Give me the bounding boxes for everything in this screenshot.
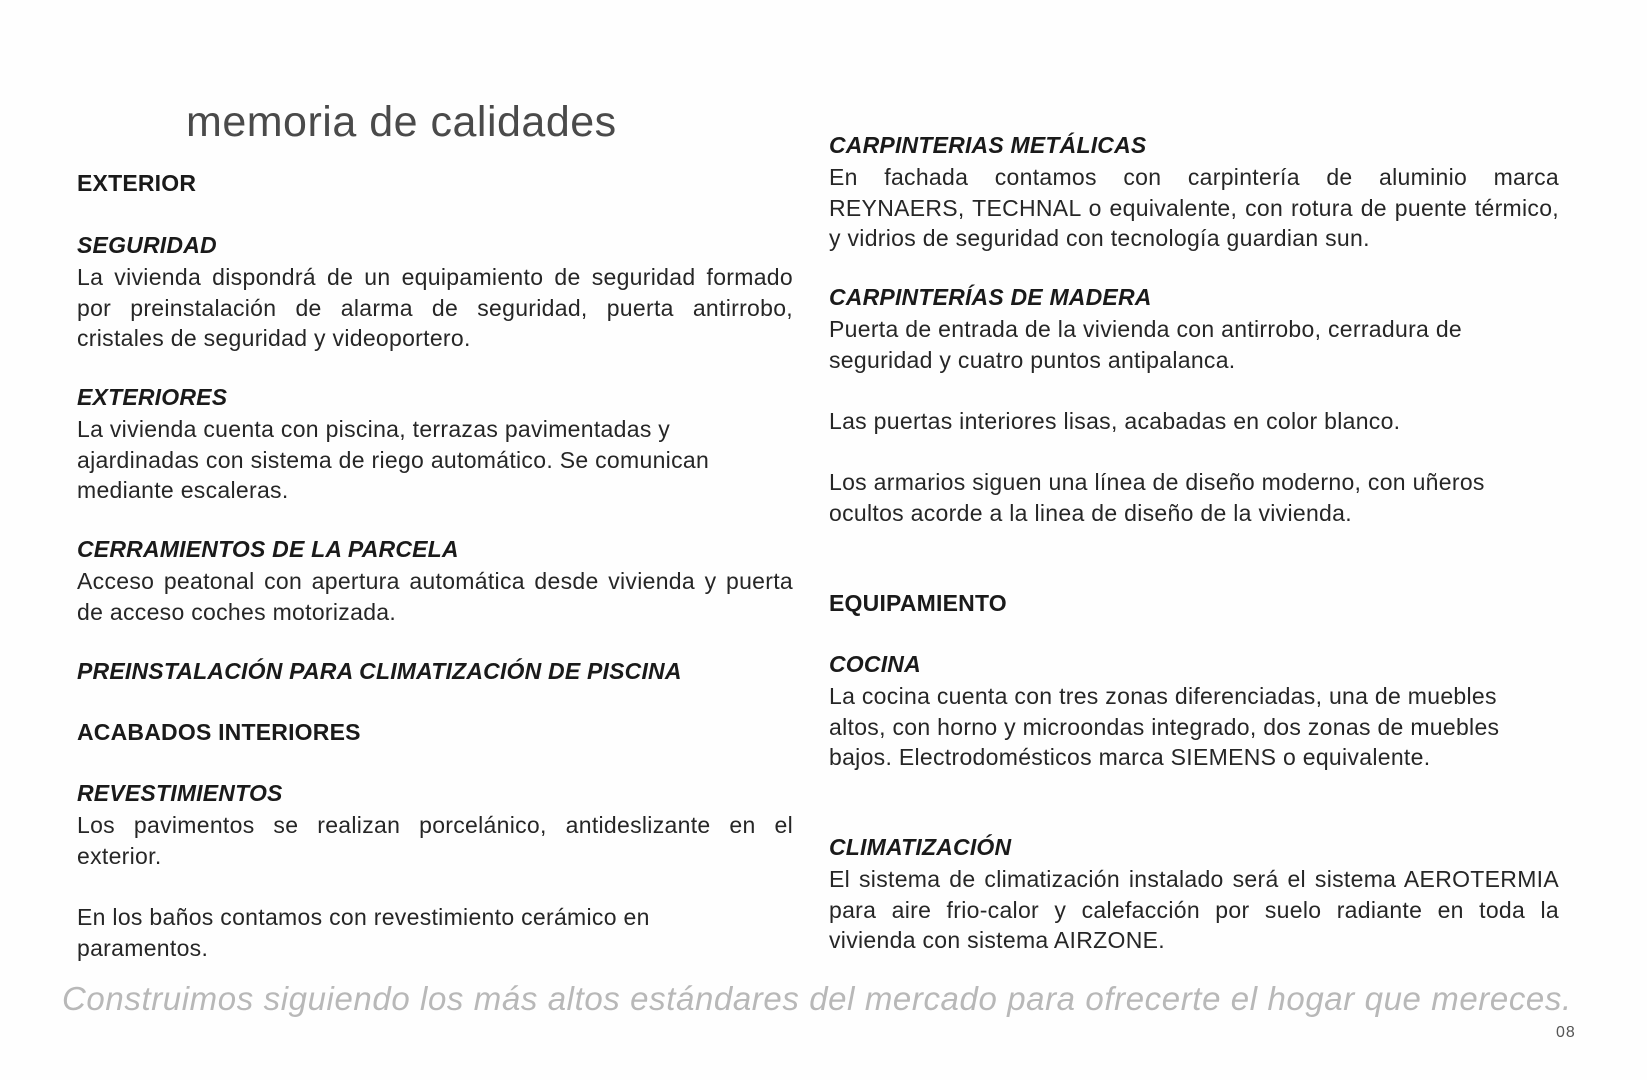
paragraph-exteriores: La vivienda cuenta con piscina, terrazas pavimentadas y ajardinadas con sistema de riego automático. Se comunican mediante escaleras. [77,416,710,503]
paragraph-carpinterias-madera-interiores: Las puertas interiores lisas, acabadas en color blanco. [829,408,1401,434]
subheading-exteriores: EXTERIORES [77,384,228,410]
subheading-revestimientos: REVESTIMIENTOS [77,780,283,806]
paragraph-seguridad: La vivienda dispondrá de un equipamiento de seguridad formado por preinstalación de alarma de seguridad, puerta antirrobo, cristales de seguridad y videoportero. [77,264,793,351]
paragraph-revestimientos-pavimentos: Los pavimentos se realizan porcelánico, antideslizante en el exterior. [77,812,793,869]
subheading-carpinterias-metalicas: CARPINTERIAS METÁLICAS [829,132,1147,158]
page-title: memoria de calidades [186,98,617,146]
subheading-preinstalacion-piscina: PREINSTALACIÓN PARA CLIMATIZACIÓN DE PISCINA [77,658,682,684]
page-number: 08 [1556,1024,1576,1041]
subheading-cerramientos: CERRAMIENTOS DE LA PARCELA [77,536,459,562]
paragraph-carpinterias-metalicas: En fachada contamos con carpintería de aluminio marca REYNAERS, TECHNAL o equivalente, con rotura de puente térmico, y vidrios de seguridad con tecnología guardian sun. [829,164,1559,251]
paragraph-carpinterias-madera-armarios: Los armarios siguen una línea de diseño moderno, con uñeros ocultos acorde a la linea de diseño de la vivienda. [829,469,1485,526]
paragraph-cocina: La cocina cuenta con tres zonas diferenciadas, una de muebles altos, con horno y microondas integrado, dos zonas de muebles bajos. Electrodomésticos marca SIEMENS o equivalente. [829,683,1500,770]
section-heading-acabados-interiores: ACABADOS INTERIORES [77,719,361,745]
paragraph-carpinterias-madera-puerta: Puerta de entrada de la vivienda con antirrobo, cerradura de seguridad y cuatro puntos antipalanca. [829,316,1463,373]
subheading-seguridad: SEGURIDAD [77,232,217,258]
subheading-carpinterias-madera: CARPINTERÍAS DE MADERA [829,284,1152,310]
tagline: Construimos siguiendo los más altos estándares del mercado para ofrecerte el hogar que mereces. [62,980,1572,1017]
subheading-climatizacion: CLIMATIZACIÓN [829,834,1012,860]
section-heading-equipamiento: EQUIPAMIENTO [829,590,1007,616]
section-heading-exterior: EXTERIOR [77,170,197,196]
paragraph-revestimientos-banos: En los baños contamos con revestimiento cerámico en paramentos. [77,904,650,961]
paragraph-climatizacion: El sistema de climatización instalado será el sistema AEROTERMIA para aire frio-calor y calefacción por suelo radiante en toda la vivienda con sistema AIRZONE. [829,866,1559,953]
paragraph-cerramientos: Acceso peatonal con apertura automática desde vivienda y puerta de acceso coches motorizada. [77,568,793,625]
subheading-cocina: COCINA [829,651,921,677]
